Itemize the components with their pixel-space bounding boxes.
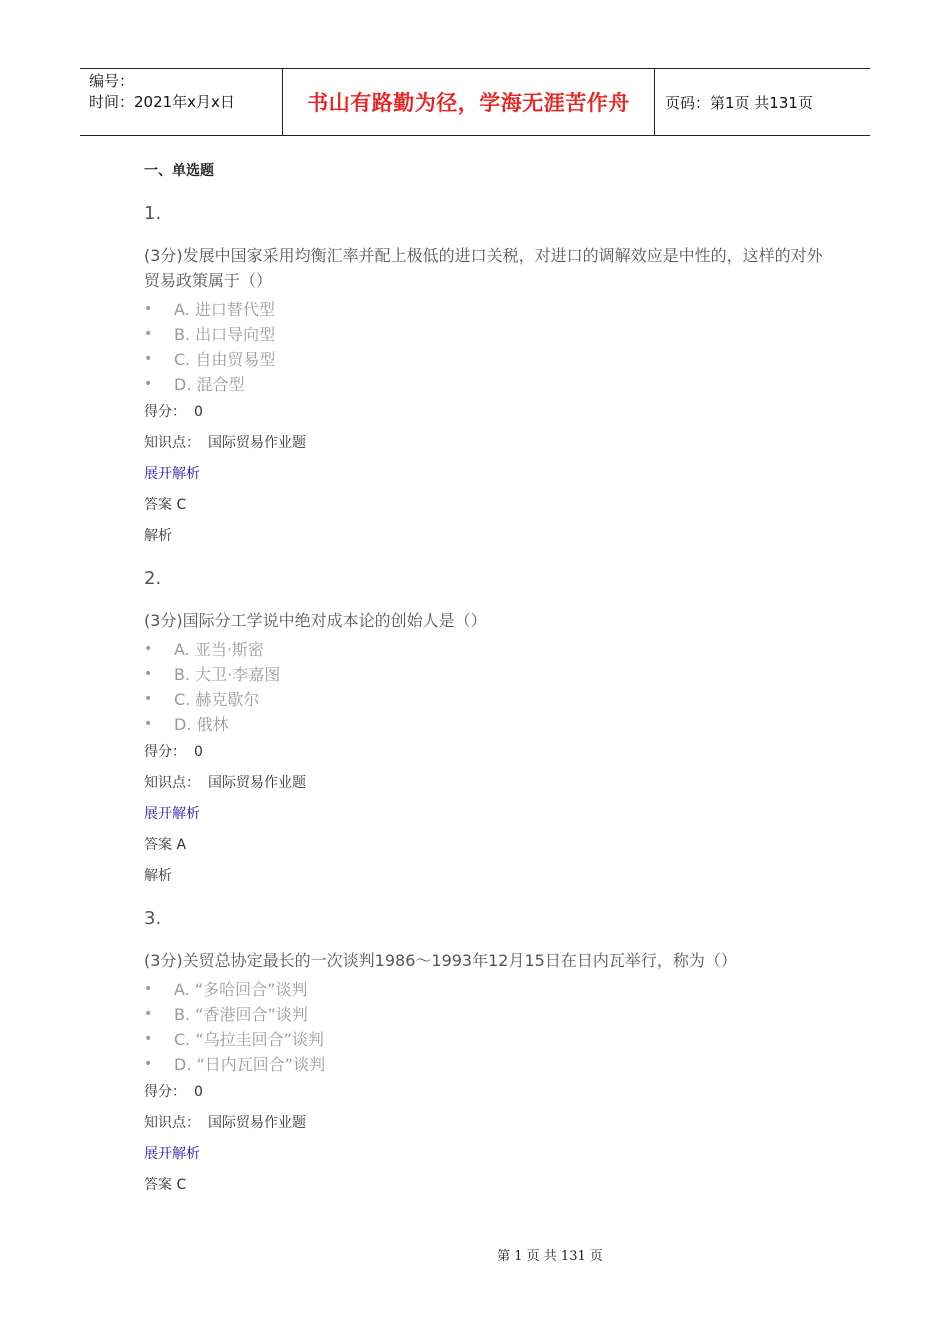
option-list <box>144 297 824 397</box>
option-c[interactable]: • C. 赫克歇尔 <box>144 687 824 712</box>
option-c[interactable]: • C. “乌拉圭回合”谈判 <box>144 1027 824 1052</box>
option-c[interactable]: • C. 自由贸易型 <box>144 347 824 372</box>
answer-text: 答案 C <box>144 1177 187 1193</box>
analysis-label: 解析 <box>144 528 172 544</box>
option-a[interactable]: • A. “多哈回合”谈判 <box>144 977 824 1002</box>
score-label: 得分： <box>144 744 186 760</box>
option-d[interactable]: • D. 俄林 <box>144 712 824 737</box>
expand-analysis-link[interactable]: 展开解析 <box>144 466 200 482</box>
question-number: 3. <box>144 908 162 929</box>
header-meta <box>80 69 282 135</box>
option-d[interactable]: • D. 混合型 <box>144 372 824 397</box>
question-text: (3分)发展中国家采用均衡汇率并配上极低的进口关税，对进口的调解效应是中性的，这样的对外贸易政策属于（） <box>144 246 823 290</box>
question-2 <box>144 566 824 892</box>
knowledge-label: 知识点： <box>144 775 200 791</box>
question-text: (3分)关贸总协定最长的一次谈判1986～1993年12月15日在日内瓦举行，称为（） <box>144 951 737 970</box>
score-value: 0 <box>194 744 203 760</box>
knowledge-label: 知识点： <box>144 435 200 451</box>
answer-text: 答案 C <box>144 497 187 513</box>
score-label: 得分： <box>144 404 186 420</box>
score-value: 0 <box>194 404 203 420</box>
knowledge-row <box>144 768 824 799</box>
score-row <box>144 1077 824 1108</box>
score-row <box>144 737 824 768</box>
knowledge-value: 国际贸易作业题 <box>208 775 306 791</box>
header-motto: 书山有路勤为径，学海无涯苦作舟 <box>282 69 655 135</box>
option-a[interactable]: • A. 进口替代型 <box>144 297 824 322</box>
question-1 <box>144 201 824 552</box>
score-value: 0 <box>194 1084 203 1100</box>
page-footer: 第 1 页 共 131 页 <box>497 1249 603 1264</box>
analysis-label: 解析 <box>144 868 172 884</box>
knowledge-value: 国际贸易作业题 <box>208 1115 306 1131</box>
question-number: 1. <box>144 203 162 224</box>
expand-analysis-link[interactable]: 展开解析 <box>144 1146 200 1162</box>
question-number: 2. <box>144 568 162 589</box>
score-row <box>144 397 824 428</box>
option-list <box>144 977 824 1077</box>
knowledge-row <box>144 1108 824 1139</box>
header-page-info: 页码：第1页 共131页 <box>665 93 813 112</box>
section-title: 一、单选题 <box>144 163 214 179</box>
option-a[interactable]: • A. 亚当·斯密 <box>144 637 824 662</box>
question-text: (3分)国际分工学说中绝对成本论的创始人是（） <box>144 611 487 630</box>
knowledge-label: 知识点： <box>144 1115 200 1131</box>
document-body <box>144 158 824 1215</box>
expand-analysis-link[interactable]: 展开解析 <box>144 806 200 822</box>
option-list <box>144 637 824 737</box>
question-3 <box>144 906 824 1201</box>
number-label: 编号： <box>89 72 135 90</box>
date-label: 时间：2021年x月x日 <box>89 93 235 111</box>
option-d[interactable]: • D. “日内瓦回合”谈判 <box>144 1052 824 1077</box>
page-header <box>80 68 870 136</box>
option-b[interactable]: • B. 大卫·李嘉图 <box>144 662 824 687</box>
option-b[interactable]: • B. “香港回合”谈判 <box>144 1002 824 1027</box>
answer-text: 答案 A <box>144 837 187 853</box>
knowledge-row <box>144 428 824 459</box>
knowledge-value: 国际贸易作业题 <box>208 435 306 451</box>
score-label: 得分： <box>144 1084 186 1100</box>
option-b[interactable]: • B. 出口导向型 <box>144 322 824 347</box>
